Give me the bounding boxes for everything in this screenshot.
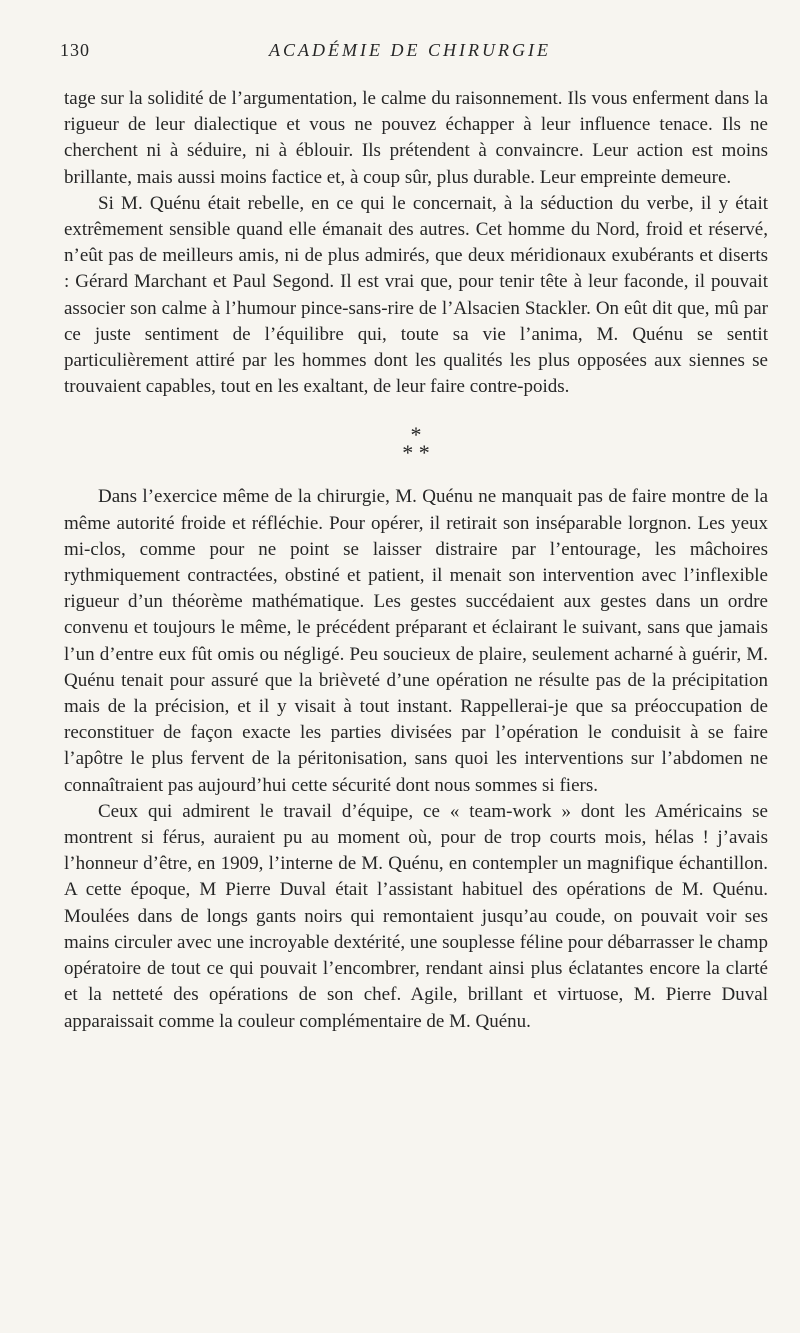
body-text [64, 86, 768, 1035]
running-title: ACADÉMIE DE CHIRURGIE [269, 40, 551, 60]
paragraph-3: Dans l’exercice même de la chirurgie, M. Quénu ne manquait pas de faire montre de la même autorité froide et réfléchie. Pour opérer, il retirait son inséparable lorgnon. Les yeux mi-clos, comme pour ne point se laisser distraire par l’entourage, les mâchoires rythmiquement contractées, obstiné et patient, il menait son intervention avec l’inflexible rigueur d’un théorème mathématique. Les gestes succédaient aux gestes dans un ordre convenu et toujours le même, le précédent préparant et éclairant le suivant, sans que jamais l’un d’entre eux fût omis ou négligé. Peu soucieux de plaire, seulement acharné à guérir, M. Quénu tenait pour assuré que la brièveté d’une opération ne résulte pas de la précipitation mais de la précision, et il y visait à tout instant. Rappellerai-je que sa préoccupation de reconstituer de façon exacte les parties divisées par l’opération le conduisit à se faire l’apôtre le plus fervent de la péritonisation, sans quoi les interventions sur l’abdomen ne connaîtraient pas aujourd’hui cette sécurité dont nous sommes si fiers. [64, 486, 768, 796]
page-header [60, 40, 760, 70]
page-number: 130 [60, 40, 90, 60]
separator-top: * [410, 422, 422, 448]
section-separator [64, 422, 768, 466]
separator-bottom: * * [402, 440, 430, 466]
paragraph-2: Si M. Quénu était rebelle, en ce qui le concernait, à la séduction du verbe, il y était extrêmement sensible quand elle émanait des autres. Cet homme du Nord, froid et réservé, n’eût pas de meilleurs amis, ni de plus admirés, que deux méridionaux exubérants et diserts : Gérard Marchant et Paul Segond. Il est vrai que, pour tenir tête à leur faconde, il pouvait associer son calme à l’humour pince-sans-rire de l’Alsacien Stackler. On eût dit que, mû par ce juste sentiment de l’équilibre qui, toute sa vie l’anima, M. Quénu se sentit particulièrement attiré par les hommes dont les qualités les plus opposées aux siennes se trouvaient capables, tout en les exaltant, de leur faire contre-poids. [64, 192, 768, 398]
paragraph-4: Ceux qui admirent le travail d’équipe, ce « team-work » dont les Américains se montrent si férus, auraient pu au moment où, pour de trop courts mois, hélas ! j’avais l’honneur d’être, en 1909, l’interne de M. Quénu, en contempler un magnifique échantillon. A cette époque, M Pierre Duval était l’assistant habituel des opérations de M. Quénu. Moulées dans de longs gants noirs qui remontaient jusqu’au coude, on pouvait voir ses mains circuler avec une incroyable dextérité, une souplesse féline pour débarrasser le champ opératoire de tout ce qui pouvait l’encombrer, rendant ainsi plus éclatantes encore la clarté et la netteté des opérations de son chef. Agile, brillant et virtuose, M. Pierre Duval apparaissait comme la couleur complémentaire de M. Quénu. [64, 800, 768, 1032]
paragraph-1: tage sur la solidité de l’argumentation, le calme du raisonnement. Ils vous enferment dans la rigueur de leur dialectique et vous ne pouvez échapper à leur influence tenace. Ils ne cherchent ni à séduire, ni à éblouir. Ils prétendent à convaincre. Leur action est moins brillante, mais aussi moins factice et, à coup sûr, plus durable. Leur empreinte demeure. [64, 88, 768, 188]
